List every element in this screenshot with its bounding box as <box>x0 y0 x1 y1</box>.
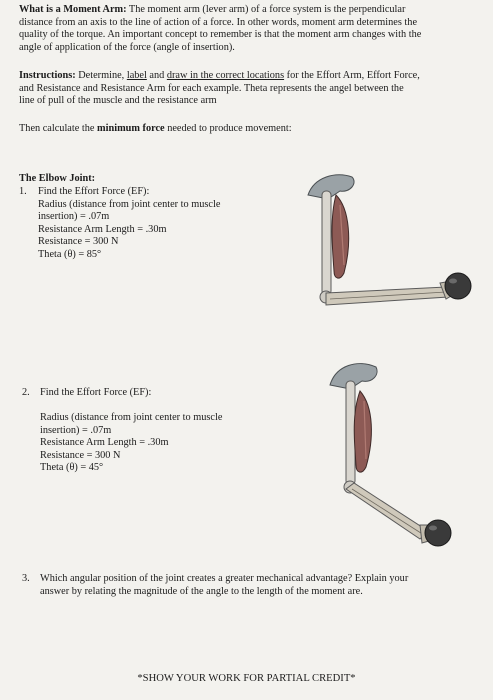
intro-line-4: angle of application of the force (angle of insertion). <box>19 41 235 53</box>
figure-2-weight-ball <box>425 520 451 546</box>
instructions-paragraph <box>19 70 489 108</box>
elbow-joint-title: The Elbow Joint: <box>19 173 96 184</box>
question-1-resistance: Resistance = 300 N <box>38 236 119 248</box>
question-1-resistance-arm: Resistance Arm Length = .30m <box>38 223 167 235</box>
question-3-line-2: answer by relating the magnitude of the angle to the length of the moment are. <box>40 585 363 597</box>
question-2-theta: Theta (θ) = 45° <box>40 462 104 474</box>
figure-1-elbow-85 <box>300 165 480 315</box>
question-3-number: 3. <box>22 573 30 584</box>
instructions-text-3: for the Effort Arm, Effort Force, <box>284 70 420 81</box>
footer-note: *SHOW YOUR WORK FOR PARTIAL CREDIT* <box>137 673 356 684</box>
calc-bold: minimum force <box>97 123 165 134</box>
question-1-radius-line-1: Radius (distance from joint center to muscle <box>38 198 221 210</box>
question-3-line-1: Which angular position of the joint creates a greater mechanical advantage? Explain your <box>40 573 409 584</box>
question-2-number: 2. <box>22 387 30 398</box>
figure-1-humerus <box>322 191 331 295</box>
question-2-title: Find the Effort Force (EF): <box>40 387 152 398</box>
figure-1-forearm <box>326 287 448 305</box>
calc-pre: Then calculate the <box>19 123 98 134</box>
calculate-instruction <box>19 123 292 136</box>
intro-line-3: quality of the torque. An important concept to remember is that the moment arm changes with the <box>19 29 422 41</box>
intro-line-1: The moment arm (lever arm) of a force system is the perpendicular <box>126 4 406 15</box>
question-2-resistance-arm: Resistance Arm Length = .30m <box>40 437 169 449</box>
figure-2-humerus <box>346 381 355 485</box>
figure-2-biceps <box>354 391 371 472</box>
figure-2-elbow-45 <box>318 355 468 555</box>
question-1-theta: Theta (θ) = 85° <box>38 248 102 260</box>
figure-1-weight-ball <box>445 273 471 299</box>
intro-line-2: distance from an axis to the line of action of a force. In other words, moment arm determines the <box>19 16 418 28</box>
question-1-number: 1. <box>19 186 27 197</box>
question-2-radius-line-2: insertion) = .07m <box>40 424 112 436</box>
instructions-draw-phrase: draw in the correct locations <box>166 70 285 81</box>
intro-heading: What is a Moment Arm: <box>19 4 127 15</box>
intro-paragraph <box>19 4 489 54</box>
question-2-resistance: Resistance = 300 N <box>40 449 121 461</box>
question-3 <box>40 573 485 598</box>
question-2 <box>40 412 270 475</box>
instructions-line-3: line of pull of the muscle and the resistance arm <box>19 95 217 107</box>
instructions-line-2: and Resistance and Resistance Arm for each example. Theta represents the angel between the <box>19 82 404 94</box>
question-1-title: Find the Effort Force (EF): <box>38 186 150 197</box>
instructions-text-2: and <box>146 70 167 81</box>
question-1 <box>38 186 268 262</box>
instructions-label-word: label <box>126 70 147 81</box>
instructions-heading: Instructions: <box>19 70 76 81</box>
calc-post: needed to produce movement: <box>164 123 292 134</box>
question-1-radius-line-2: insertion) = .07m <box>38 211 110 223</box>
instructions-text-1: Determine, <box>75 70 127 81</box>
question-2-radius-line-1: Radius (distance from joint center to muscle <box>40 412 223 423</box>
